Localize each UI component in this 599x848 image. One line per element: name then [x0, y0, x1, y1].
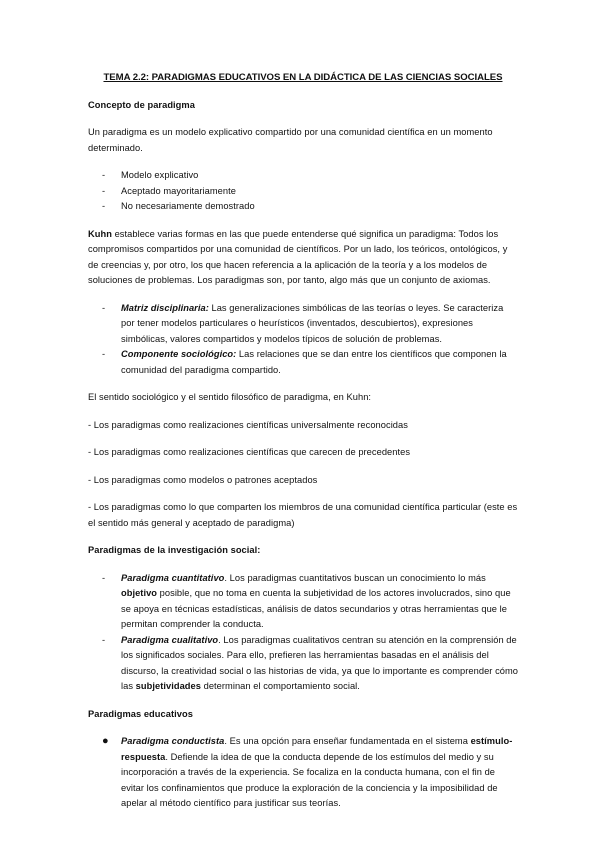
- dash-marker: -: [102, 572, 106, 583]
- term-label: Paradigma conductista: [121, 736, 225, 746]
- research-paradigms-list: [88, 571, 518, 695]
- dash-marker: -: [102, 170, 106, 180]
- section-heading-concepto: Concepto de paradigma: [88, 99, 195, 110]
- sentido-line: - Los paradigmas como lo que comparten los miembros de una comunidad científica particular (este es el sentido más general y aceptado de paradigma): [88, 502, 518, 528]
- document-body: [88, 70, 518, 824]
- section-heading-investigacion: Paradigmas de la investigación social:: [88, 545, 261, 555]
- term-label: Matriz disciplinaria:: [121, 302, 209, 313]
- kuhn-text: establece varias formas en las que puede entenderse qué significa un paradigma: Todos los compromisos compartidos por una comunidad de científicos. Por un lado, los teóricos, ontológicos, y de creencias y, por otro, los que hacen referencia a la aplicación de la teoría y a los modelos de soluciones de problemas. Los paradigmas son, por tanto, algo más que un conjunto de axiomas.: [88, 228, 508, 285]
- list-item-text: Modelo explicativo: [121, 170, 199, 180]
- list-item: [88, 633, 518, 695]
- list-item-text: No necesariamente demostrado: [121, 201, 255, 211]
- term-label: Paradigma cuantitativo: [121, 572, 225, 583]
- section-heading-educativos: Paradigmas educativos: [88, 708, 193, 719]
- paragraph-definition: Un paradigma es un modelo explicativo compartido por una comunidad científica en un momento determinado.: [88, 127, 493, 153]
- term-text: Las generalizaciones simbólicas de las teorías o leyes. Se caracteriza por tener modelos particulares o heurísticos (inventados, descubiertos), expresiones simbólicas, valores compartidos y modelos típicos de solución de problemas.: [121, 302, 504, 344]
- list-item: [88, 571, 518, 633]
- kuhn-components-list: [88, 301, 518, 379]
- term-emphasis: objetivo: [121, 588, 158, 598]
- sentido-line: - Los paradigmas como realizaciones científicas que carecen de precedentes: [88, 447, 411, 457]
- sentido-line: - Los paradigmas como modelos o patrones aceptados: [88, 474, 318, 485]
- term-text: determinan el comportamiento social.: [200, 681, 360, 691]
- list-item-text: Aceptado mayoritariamente: [121, 185, 236, 196]
- dash-marker: -: [102, 302, 106, 313]
- term-emphasis: estímulo-respuesta: [121, 736, 513, 762]
- kuhn-name: Kuhn: [88, 228, 112, 239]
- term-label: Componente sociológico:: [121, 349, 237, 359]
- term-text: . Los paradigmas cuantitativos buscan un conocimiento lo más: [224, 572, 486, 583]
- dash-marker: -: [102, 349, 106, 359]
- term-label: Paradigma cualitativo: [121, 634, 219, 645]
- document-title: TEMA 2.2: PARADIGMAS EDUCATIVOS EN LA DIDÁCTICA DE LAS CIENCIAS SOCIALES: [103, 72, 503, 83]
- term-emphasis: subjetividades: [135, 681, 201, 691]
- bullet-dot-icon: ●: [102, 735, 109, 747]
- paragraph-kuhn: [88, 227, 518, 289]
- list-item: [88, 734, 518, 812]
- dash-marker: -: [102, 185, 106, 196]
- list-item: [88, 347, 518, 378]
- list-item: [88, 199, 518, 215]
- term-text: posible, que no toma en cuenta la subjetividad de los actores involucrados, sino que se apoya en técnicas estadísticas, análisis de datos secundarios y otras herramientas que le permitan comprender la conducta.: [121, 588, 511, 629]
- term-text: . Defiende la idea de que la conducta depende de los estímulos del medio y su incorporación a través de la experiencia. Se focaliza en la conducta humana, con el fin de evitar los confinamientos que produce la exploración de la conciencia y la imposibilidad de apelar al método científico para justificar sus teorías.: [121, 751, 498, 808]
- term-text: . Es una opción para enseñar fundamentada en el sistema: [224, 736, 471, 746]
- list-item: [88, 168, 518, 184]
- dash-marker: -: [102, 634, 106, 645]
- list-item: [88, 301, 518, 348]
- term-text: . Los paradigmas cualitativos centran su atención en la comprensión de los significados sociales. Para ello, prefieren las herramientas basadas en el análisis del discurso, la creatividad social o las historias de vida, ya que lo importante es comprender cómo las: [121, 634, 519, 691]
- paradigm-traits-list: [88, 168, 518, 215]
- term-text: Las relaciones que se dan entre los científicos que componen la comunidad del paradigma compartido.: [121, 349, 507, 375]
- sentido-line: - Los paradigmas como realizaciones científicas universalmente reconocidas: [88, 419, 408, 430]
- list-item: [88, 184, 518, 200]
- dash-marker: -: [102, 201, 106, 211]
- paragraph-sentido: El sentido sociológico y el sentido filosófico de paradigma, en Kuhn:: [88, 392, 372, 402]
- educational-paradigms-list: [88, 734, 518, 812]
